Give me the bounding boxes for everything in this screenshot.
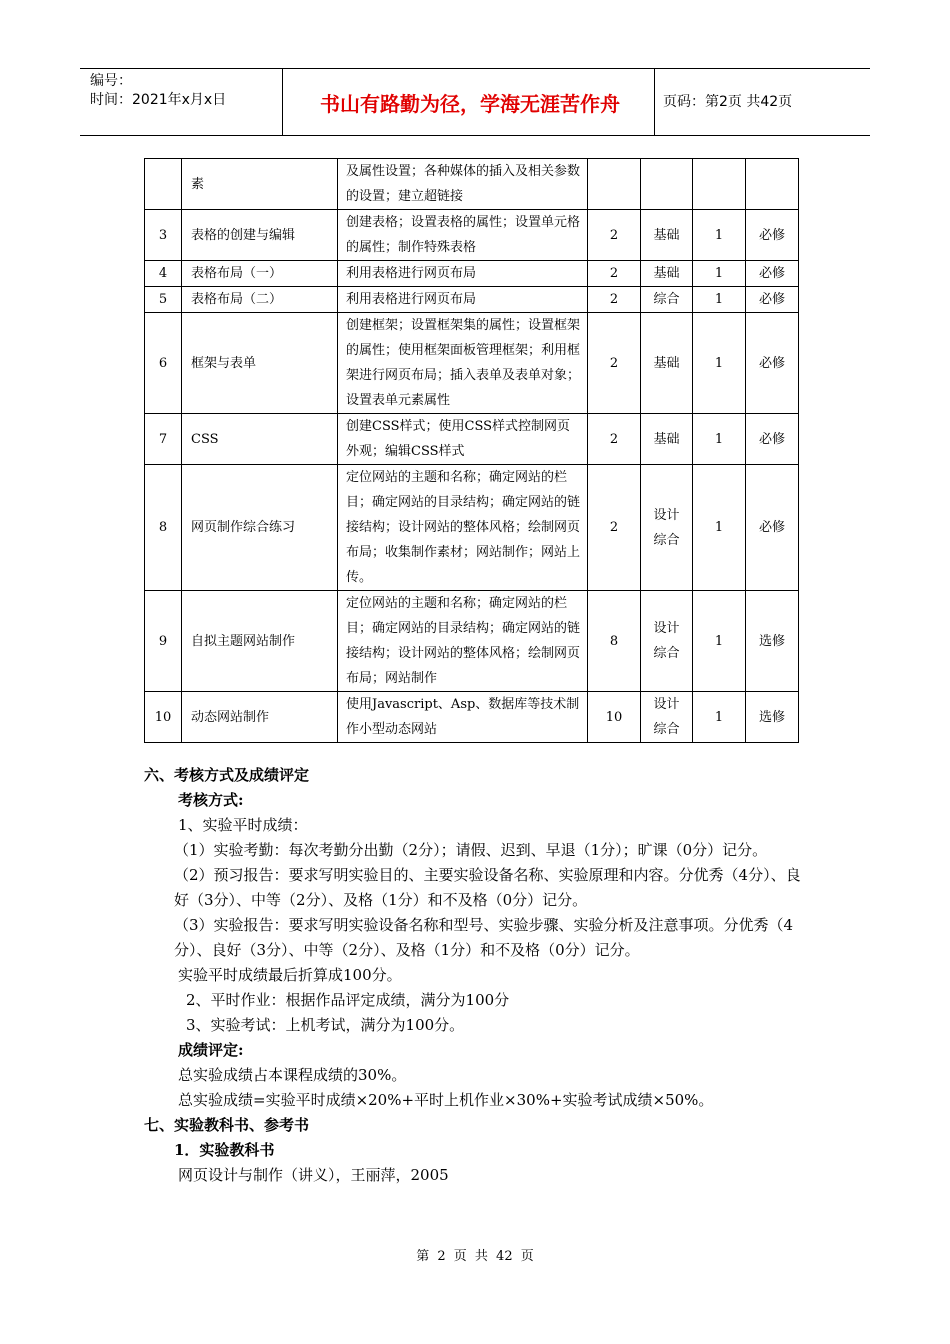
experiment-type [641,159,693,210]
section6-title: 六、考核方式及成绩评定 [144,766,310,784]
requirement: 必修 [746,261,799,287]
header-motto: 书山有路勤为径，学海无涯苦作舟 [320,92,620,116]
textbook-subheading: 1．实验教科书 [174,1141,275,1159]
requirement: 选修 [746,692,799,743]
item1-3: （3）实验报告：要求写明实验设备名称和型号、实验步骤、实验分析及注意事项。分优秀（4分）、良好（3分）、中等（2分）、及格（1分）和不及格（0分）记分。 [174,916,794,959]
experiment-content: 利用表格进行网页布局 [338,261,588,287]
assessment-section [144,763,812,1188]
row-number: 3 [145,210,182,261]
group-size [693,159,746,210]
experiment-hours: 2 [588,465,641,591]
experiment-hours: 2 [588,287,641,313]
group-size: 1 [693,210,746,261]
group-size: 1 [693,465,746,591]
grade-1: 总实验成绩占本课程成绩的30%。 [178,1066,407,1084]
experiment-hours: 8 [588,591,641,692]
experiment-hours: 2 [588,414,641,465]
experiment-content: 使用Javascript、Asp、数据库等技术制作小型动态网站 [338,692,588,743]
item3: 3、实验考试：上机考试，满分为100分。 [186,1016,465,1034]
experiment-name: 网页制作综合练习 [182,465,338,591]
experiment-type: 基础 [641,313,693,414]
table-row [145,159,799,210]
table-row [145,591,799,692]
experiment-type: 基础 [641,414,693,465]
table-row [145,465,799,591]
grade-2: 总实验成绩=实验平时成绩×20%+平时上机作业×30%+实验考试成绩×50%。 [178,1091,714,1109]
page-footer: 第 2 页 共 42 页 [416,1249,534,1264]
grade-label: 成绩评定: [178,1041,244,1059]
experiment-name: 表格的创建与编辑 [182,210,338,261]
textbook-entry: 网页设计与制作（讲义），王丽萍，2005 [178,1166,449,1184]
row-number: 8 [145,465,182,591]
item1-note: 实验平时成绩最后折算成100分。 [178,966,402,984]
group-size: 1 [693,287,746,313]
experiment-name: 表格布局（一） [182,261,338,287]
experiment-name: 表格布局（二） [182,287,338,313]
section7-title: 七、实验教科书、参考书 [144,1116,310,1134]
requirement: 选修 [746,591,799,692]
group-size: 1 [693,261,746,287]
experiment-type: 基础 [641,210,693,261]
experiment-type: 设计综合 [641,692,693,743]
experiment-name: 素 [182,159,338,210]
experiment-content: 利用表格进行网页布局 [338,287,588,313]
experiment-content: 创建框架；设置框架集的属性；设置框架的属性；使用框架面板管理框架；利用框架进行网页布局；插入表单及表单对象；设置表单元素属性 [338,313,588,414]
group-size: 1 [693,414,746,465]
requirement: 必修 [746,287,799,313]
serial-label: 编号： [90,73,132,89]
row-number: 9 [145,591,182,692]
experiment-hours [588,159,641,210]
row-number: 6 [145,313,182,414]
experiment-name: 自拟主题网站制作 [182,591,338,692]
table-row [145,414,799,465]
requirement: 必修 [746,465,799,591]
table-row [145,313,799,414]
table-row [145,287,799,313]
group-size: 1 [693,313,746,414]
group-size: 1 [693,692,746,743]
experiment-name: 框架与表单 [182,313,338,414]
date-line: 时间：2021年x月x日 [90,92,227,108]
group-size: 1 [693,591,746,692]
experiment-name: 动态网站制作 [182,692,338,743]
item1-2: （2）预习报告：要求写明实验目的、主要实验设备名称、实验原理和内容。分优秀（4分）、良好（3分）、中等（2分）、及格（1分）和不及格（0分）记分。 [174,866,801,909]
header-divider [282,68,283,136]
experiment-content: 及属性设置；各种媒体的插入及相关参数的设置；建立超链接 [338,159,588,210]
header-left [90,72,226,110]
experiment-type: 综合 [641,287,693,313]
row-number: 10 [145,692,182,743]
table-row [145,210,799,261]
experiment-content: 创建CSS样式；使用CSS样式控制网页外观；编辑CSS样式 [338,414,588,465]
method-label: 考核方式: [178,791,244,809]
item1: 1、实验平时成绩： [178,816,308,834]
experiment-type: 设计综合 [641,465,693,591]
experiment-hours: 2 [588,313,641,414]
requirement [746,159,799,210]
item1-1: （1）实验考勤：每次考勤分出勤（2分）；请假、迟到、早退（1分）；旷课（0分）记分。 [174,841,768,859]
experiment-table [144,158,799,743]
experiment-hours: 2 [588,210,641,261]
page-header [80,68,870,136]
experiment-content: 定位网站的主题和名称；确定网站的栏目；确定网站的目录结构；确定网站的链接结构；设计网站的整体风格；绘制网页布局；网站制作 [338,591,588,692]
row-number [145,159,182,210]
experiment-content: 定位网站的主题和名称；确定网站的栏目；确定网站的目录结构；确定网站的链接结构；设计网站的整体风格；绘制网页布局；收集制作素材；网站制作；网站上传。 [338,465,588,591]
experiment-name: CSS [182,414,338,465]
experiment-type: 基础 [641,261,693,287]
requirement: 必修 [746,313,799,414]
row-number: 5 [145,287,182,313]
header-page-info: 页码：第2页 共42页 [663,94,793,110]
table-row [145,692,799,743]
experiment-type: 设计综合 [641,591,693,692]
experiment-hours: 2 [588,261,641,287]
experiment-hours: 10 [588,692,641,743]
row-number: 7 [145,414,182,465]
table-row [145,261,799,287]
requirement: 必修 [746,210,799,261]
row-number: 4 [145,261,182,287]
item2: 2、平时作业：根据作品评定成绩，满分为100分 [186,991,510,1009]
requirement: 必修 [746,414,799,465]
experiment-content: 创建表格；设置表格的属性；设置单元格的属性；制作特殊表格 [338,210,588,261]
